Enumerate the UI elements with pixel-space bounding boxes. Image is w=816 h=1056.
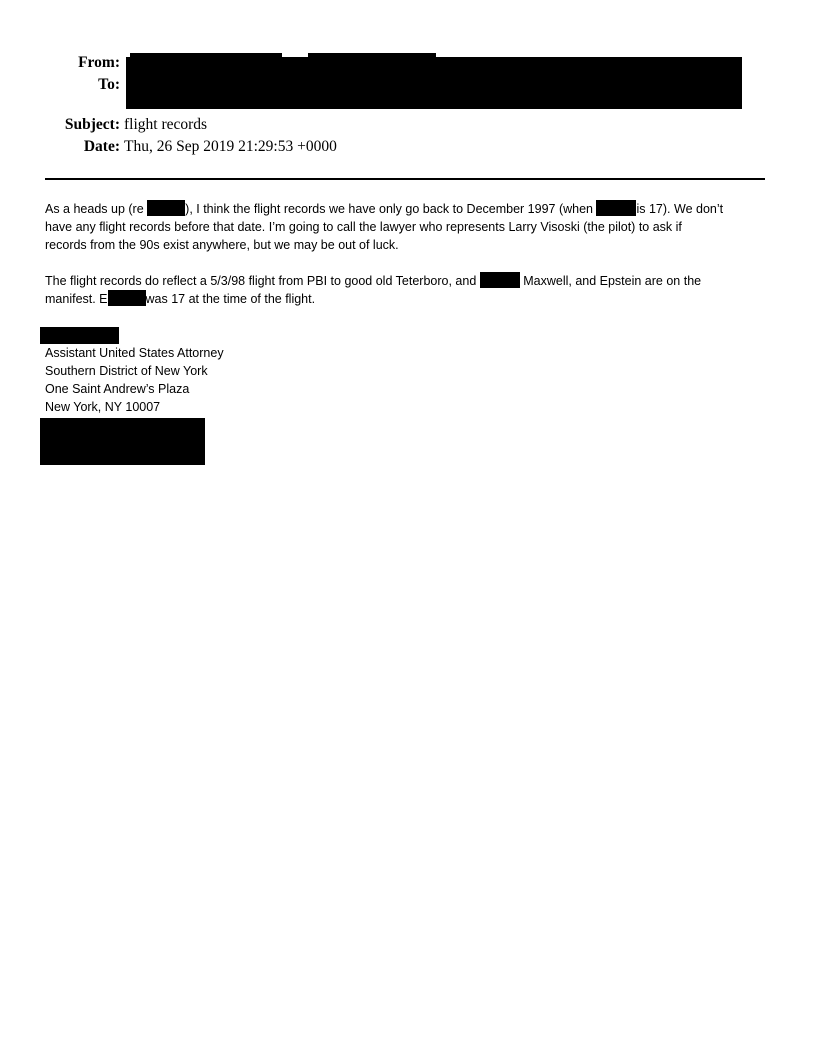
date-value: Thu, 26 Sep 2019 21:29:53 +0000	[124, 138, 337, 155]
body-paragraph-2	[45, 272, 775, 308]
redaction-signature-name	[40, 327, 119, 344]
signature-address: One Saint Andrew’s Plaza	[45, 382, 190, 396]
subject-label: Subject:	[64, 116, 120, 133]
signature-title: Assistant United States Attorney	[45, 346, 224, 360]
from-label: From:	[78, 54, 120, 71]
text-segment: The flight records do reflect a 5/3/98 flight from PBI to good old Teterboro, and	[45, 274, 480, 288]
redaction-from-cap-1	[130, 53, 282, 59]
header-divider	[45, 178, 765, 180]
text-segment: ), I think the flight records we have only go back to December 1997 (when	[185, 202, 597, 216]
paragraph-2-line-1	[45, 272, 775, 290]
signature-city: New York, NY 10007	[45, 400, 161, 414]
redaction-from-cap-2	[308, 53, 436, 59]
date-label: Date:	[83, 138, 120, 155]
redaction-inline	[108, 290, 146, 306]
redaction-signature-contact	[40, 418, 205, 465]
paragraph-1-line-1	[45, 200, 775, 218]
text-segment: is 17). We don’t	[636, 202, 724, 216]
text-segment: As a heads up (re	[45, 202, 148, 216]
text-segment: Maxwell, and Epstein are on the	[519, 274, 702, 288]
subject-value: flight records	[124, 116, 208, 133]
redaction-from-to-block	[126, 57, 742, 109]
text-segment: was 17 at the time of the flight.	[145, 292, 316, 306]
redaction-inline	[596, 200, 636, 216]
paragraph-1-line-3: records from the 90s exist anywhere, but we may be out of luck.	[45, 238, 399, 252]
redaction-inline	[147, 200, 185, 216]
paragraph-1-line-2: have any flight records before that date. I’m going to call the lawyer who represents Larry Visoski (the pilot) to ask if	[45, 220, 682, 234]
to-label: To:	[98, 76, 120, 93]
text-segment: manifest. E	[45, 292, 108, 306]
body-paragraph-1	[45, 200, 775, 254]
redaction-inline	[480, 272, 520, 288]
paragraph-2-line-2	[45, 290, 775, 308]
signature-office: Southern District of New York	[45, 364, 208, 378]
